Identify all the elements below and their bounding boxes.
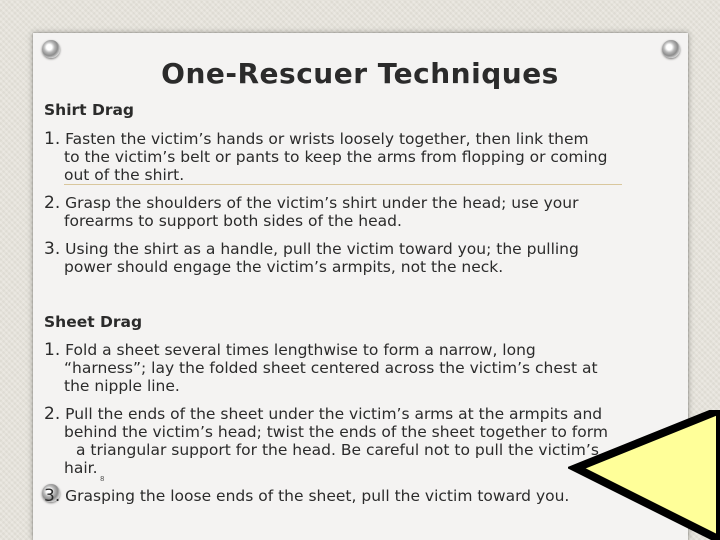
pushpin-icon xyxy=(662,40,680,58)
pushpin-icon xyxy=(42,40,60,58)
section-heading-shirt-drag: Shirt Drag xyxy=(44,101,135,119)
list-item: 2. Pull the ends of the sheet under the victim’s arms at the armpits and behind the victim’s head; twist the ends of the sheet together to form a triangular support for the head. Be careful not to pull the victim’s hair. xyxy=(44,404,608,477)
slide-title: One-Rescuer Techniques xyxy=(161,57,559,90)
page-number: 8 xyxy=(100,475,105,483)
list-item: 3. Using the shirt as a handle, pull the victim toward you; the pulling power should engage the victim’s armpits, not the neck. xyxy=(44,239,579,276)
list-item: 2. Grasp the shoulders of the victim’s shirt under the head; use your forearms to support both sides of the head. xyxy=(44,193,579,230)
divider xyxy=(64,184,622,185)
list-item: 3. Grasping the loose ends of the sheet, pull the victim toward you. xyxy=(44,486,570,506)
list-item: 1. Fasten the victim’s hands or wrists loosely together, then link them to the victim’s belt or pants to keep the arms from flopping or coming out of the shirt. xyxy=(44,129,608,184)
list-item: 1. Fold a sheet several times lengthwise to form a narrow, long “harness”; lay the folded sheet centered across the victim’s chest at the nipple line. xyxy=(44,340,598,395)
section-heading-sheet-drag: Sheet Drag xyxy=(44,313,143,331)
back-arrow-icon[interactable] xyxy=(568,410,720,540)
